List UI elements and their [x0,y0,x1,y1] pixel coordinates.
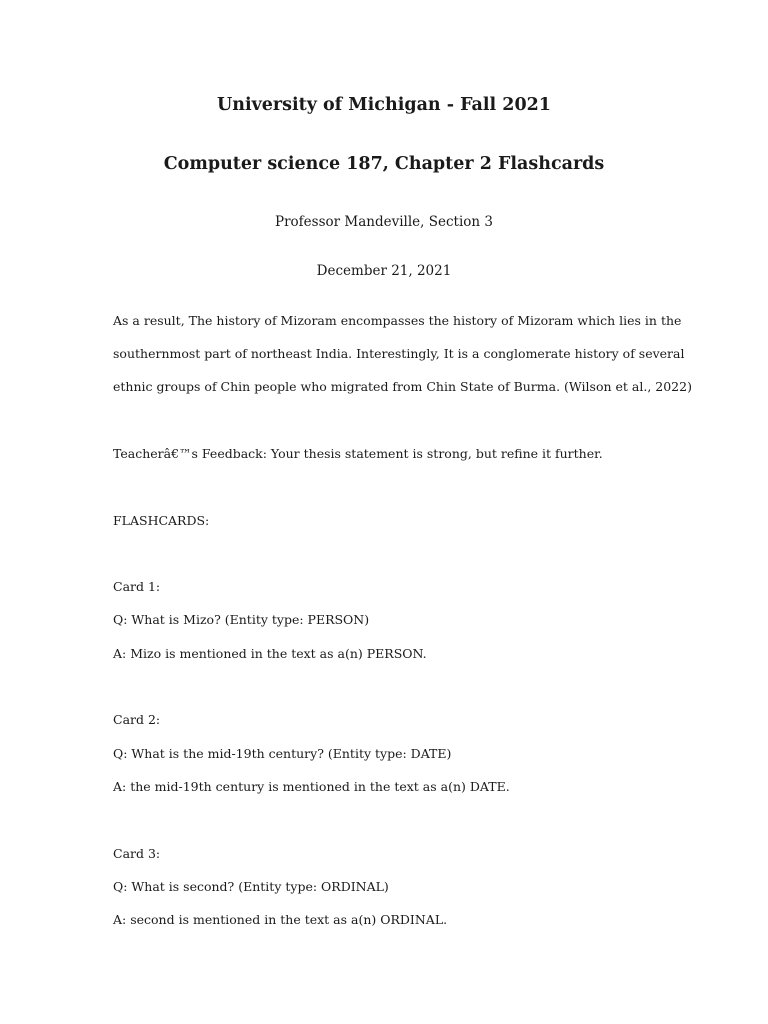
card-label: Card 3: [113,846,161,861]
card-question: Q: What is second? (Entity type: ORDINAL) [113,879,389,894]
card-answer: A: the mid-19th century is mentioned in the text as a(n) DATE. [113,779,510,794]
card-question: Q: What is the mid-19th century? (Entity type: DATE) [113,746,452,761]
paragraph-line: As a result, The history of Mizoram encompasses the history of Mizoram which lies in the [113,313,682,328]
university-title: University of Michigan - Fall 2021 [217,95,551,115]
teacher-feedback: Teacherâ€™s Feedback: Your thesis statement is strong, but refine it further. [113,446,603,461]
card-answer: A: second is mentioned in the text as a(n) ORDINAL. [113,912,448,927]
flashcards-heading: FLASHCARDS: [113,513,210,528]
date-line: December 21, 2021 [316,263,452,279]
card-question: Q: What is Mizo? (Entity type: PERSON) [113,612,370,627]
card-answer: A: Mizo is mentioned in the text as a(n) PERSON. [113,646,427,661]
card-label: Card 1: [113,579,161,594]
paragraph-line: ethnic groups of Chin people who migrated from Chin State of Burma. (Wilson et al., 2022) [113,379,692,394]
paragraph-line: southernmost part of northeast India. Interestingly, It is a conglomerate history of several [113,346,685,361]
professor-line: Professor Mandeville, Section 3 [275,214,493,230]
card-label: Card 2: [113,712,161,727]
course-title: Computer science 187, Chapter 2 Flashcards [163,154,605,174]
